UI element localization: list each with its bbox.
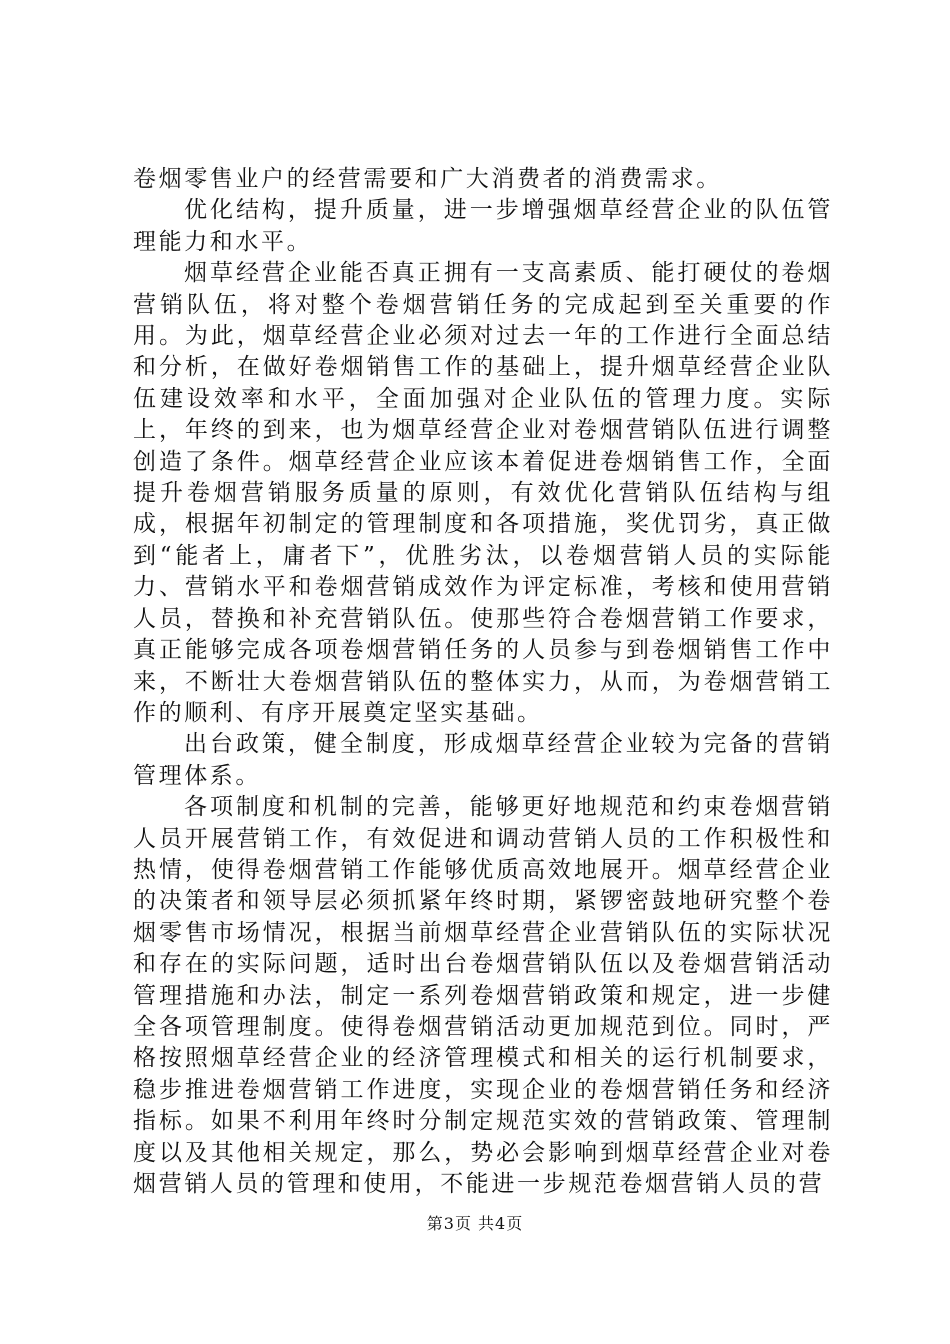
document-body: [133, 164, 833, 1200]
paragraph-sales-team: 烟草经营企业能否真正拥有一支高素质、能打硬仗的卷烟营销队伍，将对整个卷烟营销任务的完成起到至关重要的作用。为此，烟草经营企业必须对过去一年的工作进行全面总结和分析，在做好卷烟销售工作的基础上，提升烟草经营企业队伍建设效率和水平，全面加强对企业队伍的管理力度。实际上，年终的到来，也为烟草经营企业对卷烟营销队伍进行调整创造了条件。烟草经营企业应该本着促进卷烟销售工作，全面提升卷烟营销服务质量的原则，有效优化营销队伍结构与组成，根据年初制定的管理制度和各项措施，奖优罚劣，真正做到“能者上，庸者下”，优胜劣汰，以卷烟营销人员的实际能力、营销水平和卷烟营销成效作为评定标准，考核和使用营销人员，替换和补充营销队伍。使那些符合卷烟营销工作要求，真正能够完成各项卷烟营销任务的人员参与到卷烟销售工作中来，不断壮大卷烟营销队伍的整体实力，从而，为卷烟营销工作的顺利、有序开展奠定坚实基础。: [133, 260, 833, 726]
paragraph-heading-policy: 出台政策，健全制度，形成烟草经营企业较为完备的营销管理体系。: [133, 731, 833, 789]
paragraph-heading-optimize-structure: 优化结构，提升质量，进一步增强烟草经营企业的队伍管理能力和水平。: [133, 197, 833, 255]
page-number-footer: 第3页 共4页: [426, 1214, 524, 1233]
paragraph-management-system: 各项制度和机制的完善，能够更好地规范和约束卷烟营销人员开展营销工作，有效促进和调动营销人员的工作积极性和热情，使得卷烟营销工作能够优质高效地展开。烟草经营企业的决策者和领导层必须抓紧年终时期，紧锣密鼓地研究整个卷烟零售市场情况，根据当前烟草经营企业营销队伍的实际状况和存在的实际问题，适时出台卷烟营销队伍以及卷烟营销活动管理措施和办法，制定一系列卷烟营销政策和规定，进一步健全各项管理制度。使得卷烟营销活动更加规范到位。同时，严格按照烟草经营企业的经济管理模式和相关的运行机制要求，稳步推进卷烟营销工作进度，实现企业的卷烟营销任务和经济指标。如果不利用年终时分制定规范实效的营销政策、管理制度以及其他相关规定，那么，势必会影响到烟草经营企业对卷烟营销人员的管理和使用，不能进一步规范卷烟营销人员的营: [133, 794, 833, 1197]
paragraph-continuation: 卷烟零售业户的经营需要和广大消费者的消费需求。: [133, 166, 722, 192]
